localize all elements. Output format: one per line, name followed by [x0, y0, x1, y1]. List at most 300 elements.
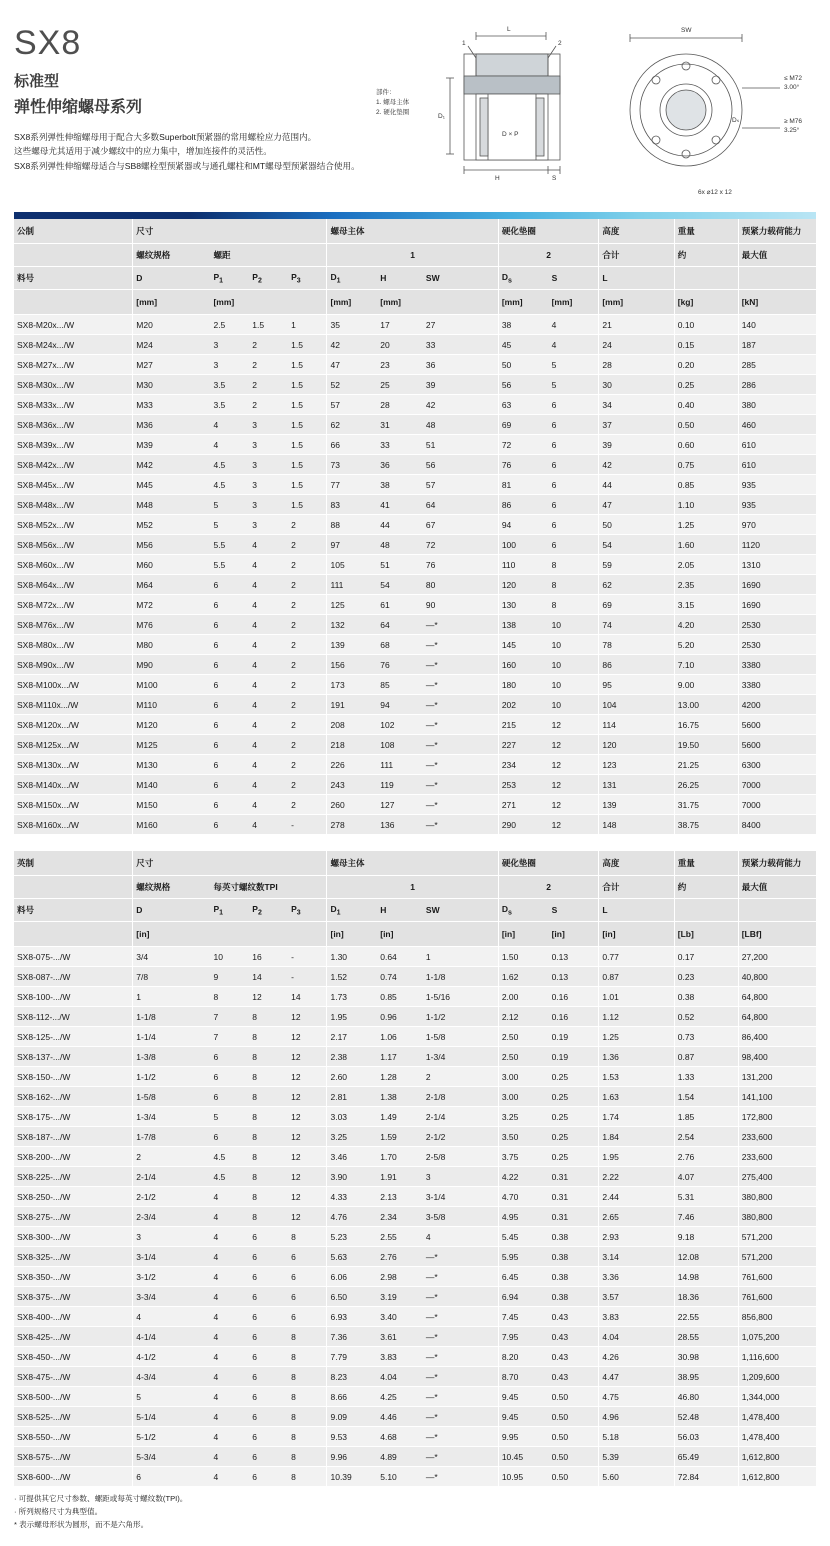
table-row [14, 715, 816, 735]
table-cell: SX8-M110x.../W [14, 695, 133, 715]
table-cell: 0.96 [377, 1007, 423, 1027]
table-cell: 4 [210, 1247, 249, 1267]
table-cell: 233,600 [738, 1147, 816, 1167]
table-cell: SX8-075-.../W [14, 947, 133, 967]
table-cell: 1.84 [599, 1127, 674, 1147]
table-cell: 6 [210, 795, 249, 815]
imperial-unit-D: [in] [133, 922, 211, 947]
table-cell: 140 [738, 315, 816, 335]
table-cell: 10 [549, 675, 599, 695]
table-cell: 8 [288, 1447, 327, 1467]
table-cell: 1.5 [288, 375, 327, 395]
table-row [14, 1107, 816, 1127]
metric-head-partno: 料号 [14, 267, 133, 290]
table-cell: 4 [249, 535, 288, 555]
table-cell: 3.83 [599, 1307, 674, 1327]
table-cell: 2.93 [599, 1227, 674, 1247]
table-row [14, 1207, 816, 1227]
table-cell: 2-1/4 [423, 1107, 498, 1127]
table-cell: 39 [599, 435, 674, 455]
table-cell: 5.5 [210, 555, 249, 575]
table-cell: M52 [133, 515, 211, 535]
table-cell: 68 [377, 635, 423, 655]
table-cell: 571,200 [738, 1227, 816, 1247]
table-cell: 6 [210, 1087, 249, 1107]
label-L: L [507, 26, 511, 33]
table-cell: 1.85 [674, 1107, 738, 1127]
table-cell: 111 [377, 755, 423, 775]
table-cell: 1.06 [377, 1027, 423, 1047]
table-cell: 191 [327, 695, 377, 715]
table-cell: SX8-M24x.../W [14, 335, 133, 355]
table-cell: 1.70 [377, 1147, 423, 1167]
table-cell: 8 [249, 1127, 288, 1147]
table-cell: 47 [327, 355, 377, 375]
table-cell: 62 [599, 575, 674, 595]
table-cell: 14.98 [674, 1267, 738, 1287]
table-cell: 2.65 [599, 1207, 674, 1227]
table-cell: 1.25 [599, 1027, 674, 1047]
table-cell: —* [423, 1367, 498, 1387]
table-cell: 1.5 [288, 495, 327, 515]
table-cell: —* [423, 1247, 498, 1267]
table-cell: 610 [738, 455, 816, 475]
table-cell: 1 [133, 987, 211, 1007]
table-cell: 6 [249, 1307, 288, 1327]
table-cell: 2 [288, 515, 327, 535]
table-cell: 88 [327, 515, 377, 535]
table-cell: 39 [423, 375, 498, 395]
page-title: SX8 [14, 24, 82, 62]
table-cell: 9 [210, 967, 249, 987]
table-cell: 94 [498, 515, 548, 535]
table-cell: 6 [288, 1267, 327, 1287]
table-cell: SX8-M30x.../W [14, 375, 133, 395]
metric-unit-H: [mm] [377, 290, 423, 315]
table-cell: 120 [599, 735, 674, 755]
table-cell: 2 [423, 1067, 498, 1087]
table-cell: 108 [377, 735, 423, 755]
table-cell: 6 [210, 1127, 249, 1147]
metric-head-load: 预紧力载荷能力 [738, 219, 816, 244]
table-cell: SX8-100-.../W [14, 987, 133, 1007]
table-cell: 38 [498, 315, 548, 335]
table-cell: 78 [599, 635, 674, 655]
table-row [14, 1407, 816, 1427]
legend-item-2: 2. 硬化垫圈 [376, 108, 410, 116]
table-cell: 139 [327, 635, 377, 655]
table-cell: 64 [377, 615, 423, 635]
table-cell: M56 [133, 535, 211, 555]
table-cell: 0.31 [549, 1207, 599, 1227]
table-cell: 2.17 [327, 1027, 377, 1047]
table-row [14, 475, 816, 495]
table-cell: 5.95 [498, 1247, 548, 1267]
table-cell: 4.75 [599, 1387, 674, 1407]
table-cell: 80 [423, 575, 498, 595]
label-callout-2: 2 [558, 40, 562, 47]
table-cell: —* [423, 815, 498, 835]
table-cell: 3.5 [210, 375, 249, 395]
table-cell: 41 [377, 495, 423, 515]
table-cell: 4 [249, 775, 288, 795]
table-row [14, 1387, 816, 1407]
table-cell: 4 [210, 1207, 249, 1227]
table-cell: 1-1/2 [423, 1007, 498, 1027]
table-cell: 4 [249, 735, 288, 755]
table-cell: 3.00 [498, 1067, 548, 1087]
table-row [14, 1287, 816, 1307]
table-cell: 30 [599, 375, 674, 395]
table-cell: 2.05 [674, 555, 738, 575]
table-cell: 4.26 [599, 1347, 674, 1367]
table-cell: 2 [288, 615, 327, 635]
table-cell: 2 [288, 695, 327, 715]
table-cell: 90 [423, 595, 498, 615]
table-cell: 19.50 [674, 735, 738, 755]
imperial-head-tpi: 每英寸螺纹数TPI [210, 876, 327, 899]
table-cell: 3 [249, 495, 288, 515]
table-cell: 148 [599, 815, 674, 835]
table-cell: 2 [249, 355, 288, 375]
imperial-head-D: D [133, 899, 211, 922]
table-cell: 4 [249, 635, 288, 655]
table-cell: 12 [549, 775, 599, 795]
table-cell: 72.84 [674, 1467, 738, 1487]
table-cell: 0.25 [549, 1147, 599, 1167]
table-cell: 2.50 [498, 1027, 548, 1047]
imperial-head-system: 英制 [14, 851, 133, 876]
table-cell: 0.43 [549, 1367, 599, 1387]
table-cell: 4 [249, 755, 288, 775]
table-cell: 0.38 [549, 1267, 599, 1287]
table-cell: 3.25 [498, 1107, 548, 1127]
footnotes [14, 1493, 816, 1531]
table-cell: 286 [738, 375, 816, 395]
table-cell: 4 [249, 655, 288, 675]
table-cell: 7/8 [133, 967, 211, 987]
table-cell: 935 [738, 495, 816, 515]
table-cell: 1.60 [674, 535, 738, 555]
table-cell: 2 [288, 675, 327, 695]
table-cell: 136 [377, 815, 423, 835]
table-cell: 131 [599, 775, 674, 795]
table-cell: 8 [249, 1047, 288, 1067]
table-cell: 7.10 [674, 655, 738, 675]
table-cell: 5.45 [498, 1227, 548, 1247]
table-cell: 271 [498, 795, 548, 815]
table-cell: 202 [498, 695, 548, 715]
metric-head-SW: SW [423, 267, 498, 290]
table-cell: 0.50 [549, 1407, 599, 1427]
table-cell: 6 [210, 1047, 249, 1067]
table-cell: 5 [133, 1387, 211, 1407]
table-cell: —* [423, 635, 498, 655]
table-cell: 6 [549, 515, 599, 535]
table-cell: 8 [249, 1207, 288, 1227]
table-cell: SX8-475-.../W [14, 1367, 133, 1387]
legend-item-1: 1. 螺母主体 [376, 98, 410, 106]
table-cell: 12 [288, 1027, 327, 1047]
table-cell: 1.53 [599, 1067, 674, 1087]
table-cell: 3.5 [210, 395, 249, 415]
table-cell: SX8-225-.../W [14, 1167, 133, 1187]
table-cell: 9.00 [674, 675, 738, 695]
table-cell: 380,800 [738, 1187, 816, 1207]
table-cell: 119 [377, 775, 423, 795]
table-cell: 1-3/4 [133, 1107, 211, 1127]
legend-title: 部件： [376, 89, 396, 96]
table-cell: 2-1/4 [133, 1167, 211, 1187]
label-angle-top: ≤ M72 [784, 75, 803, 82]
table-cell: 1,612,800 [738, 1467, 816, 1487]
table-cell: 54 [377, 575, 423, 595]
table-cell: 4 [210, 1427, 249, 1447]
table-cell: 8 [249, 1107, 288, 1127]
table-cell: 226 [327, 755, 377, 775]
table-cell: 8 [249, 1007, 288, 1027]
table-cell: 6.93 [327, 1307, 377, 1327]
table-row [14, 435, 816, 455]
imperial-head-total: 合计 [599, 876, 674, 899]
table-row [14, 395, 816, 415]
table-row [14, 1347, 816, 1367]
table-cell: SX8-M130x.../W [14, 755, 133, 775]
table-cell: 3.83 [377, 1347, 423, 1367]
table-cell: —* [423, 1327, 498, 1347]
table-cell: 4.22 [498, 1167, 548, 1187]
table-cell: 856,800 [738, 1307, 816, 1327]
table-cell: 4.25 [377, 1387, 423, 1407]
table-cell: 4.04 [599, 1327, 674, 1347]
table-cell: 3.75 [498, 1147, 548, 1167]
table-cell: 1,478,400 [738, 1427, 816, 1447]
table-cell: 3 [249, 515, 288, 535]
table-cell: SX8-550-.../W [14, 1427, 133, 1447]
metric-head-washer: 硬化垫圈 [498, 219, 599, 244]
table-cell: 8.20 [498, 1347, 548, 1367]
subtitle-series: 弹性伸缩螺母系列 [14, 99, 143, 116]
table-cell: SX8-M100x.../W [14, 675, 133, 695]
metric-head-D: D [133, 267, 211, 290]
table-cell: 278 [327, 815, 377, 835]
table-cell: 1.5 [288, 395, 327, 415]
table-cell: 2.54 [674, 1127, 738, 1147]
table-row [14, 947, 816, 967]
table-row [14, 755, 816, 775]
table-cell: 2.00 [498, 987, 548, 1007]
table-cell: 7000 [738, 795, 816, 815]
table-cell: SX8-375-.../W [14, 1287, 133, 1307]
table-cell: 36 [377, 455, 423, 475]
table-cell: 0.13 [549, 967, 599, 987]
table-cell: 0.25 [549, 1067, 599, 1087]
table-cell: 0.50 [549, 1427, 599, 1447]
table-cell: 12.08 [674, 1247, 738, 1267]
table-cell: 610 [738, 435, 816, 455]
imperial-unit-weight: [Lb] [674, 922, 738, 947]
table-cell: 1.73 [327, 987, 377, 1007]
table-cell: 0.50 [549, 1447, 599, 1467]
table-cell: 7.79 [327, 1347, 377, 1367]
table-cell: 1-5/16 [423, 987, 498, 1007]
table-cell: 12 [549, 755, 599, 775]
table-cell: 4.76 [327, 1207, 377, 1227]
table-cell: 14 [288, 987, 327, 1007]
table-cell: 6 [210, 695, 249, 715]
metric-head-pitch: 螺距 [210, 244, 327, 267]
table-cell: 2 [249, 395, 288, 415]
label-SW: SW [681, 27, 692, 34]
table-cell: 0.87 [599, 967, 674, 987]
metric-unit-D: [mm] [133, 290, 211, 315]
table-cell: 6 [210, 715, 249, 735]
imperial-head-P2: $P_2$ [249, 899, 288, 922]
table-cell: 5.10 [377, 1467, 423, 1487]
drawing-svg [376, 18, 816, 198]
label-Ds: Dₛ [732, 117, 740, 124]
table-cell: 0.85 [674, 475, 738, 495]
table-row [14, 555, 816, 575]
table-cell: 6 [288, 1287, 327, 1307]
table-cell: SX8-300-.../W [14, 1227, 133, 1247]
table-cell: 66 [327, 435, 377, 455]
table-cell: 28 [599, 355, 674, 375]
table-cell: 4.47 [599, 1367, 674, 1387]
metric-head-P1: $P_1$ [210, 267, 249, 290]
table-cell: 57 [327, 395, 377, 415]
imperial-table [14, 851, 816, 1487]
table-cell: 86 [498, 495, 548, 515]
table-cell: 81 [498, 475, 548, 495]
table-cell: 65.49 [674, 1447, 738, 1467]
metric-head-system: 公制 [14, 219, 133, 244]
table-row [14, 1227, 816, 1247]
table-cell: 4-1/4 [133, 1327, 211, 1347]
table-cell: 85 [377, 675, 423, 695]
intro-line-3: SX8系列弹性伸缩螺母适合与SB8螺栓型预紧器或与通孔螺柱和MT螺母型预紧器结合使用。 [14, 160, 360, 171]
intro-line-1: SX8系列弹性伸缩螺母用于配合大多数Superbolt预紧器的常用螺栓应力范围内。 [14, 132, 317, 142]
table-cell: 1.5 [288, 455, 327, 475]
table-cell: —* [423, 1447, 498, 1467]
table-cell: 1-1/8 [133, 1007, 211, 1027]
table-cell: 4.89 [377, 1447, 423, 1467]
table-cell: 6 [210, 615, 249, 635]
table-cell: 4 [210, 415, 249, 435]
table-cell: 7 [210, 1007, 249, 1027]
table-cell: 1-3/8 [133, 1047, 211, 1067]
table-cell: 73 [327, 455, 377, 475]
table-cell: 42 [423, 395, 498, 415]
table-cell: 4 [249, 675, 288, 695]
table-cell: 3 [249, 415, 288, 435]
imperial-head-size: 尺寸 [133, 851, 327, 876]
imperial-unit-H: [in] [377, 922, 423, 947]
table-cell: 83 [327, 495, 377, 515]
table-cell: 6 [249, 1367, 288, 1387]
metric-unit-L: [mm] [599, 290, 674, 315]
table-cell: 208 [327, 715, 377, 735]
table-cell: 0.20 [674, 355, 738, 375]
table-cell: 56.03 [674, 1427, 738, 1447]
table-cell: 130 [498, 595, 548, 615]
table-row [14, 495, 816, 515]
table-cell: 8.70 [498, 1367, 548, 1387]
table-cell: 4 [210, 1367, 249, 1387]
table-cell: 4200 [738, 695, 816, 715]
table-cell: 4 [210, 1447, 249, 1467]
table-cell: 4 [210, 1327, 249, 1347]
table-cell: —* [423, 1307, 498, 1327]
table-cell: 0.31 [549, 1187, 599, 1207]
table-cell: SX8-M80x.../W [14, 635, 133, 655]
table-cell: 6 [549, 455, 599, 475]
table-cell: 17 [377, 315, 423, 335]
table-cell: - [288, 815, 327, 835]
table-cell: 5 [549, 355, 599, 375]
table-cell: 4 [210, 1407, 249, 1427]
table-cell: 34 [599, 395, 674, 415]
table-cell: 9.18 [674, 1227, 738, 1247]
metric-unit-Ds: [mm] [498, 290, 548, 315]
table-cell: 1 [423, 947, 498, 967]
table-cell: 1.74 [599, 1107, 674, 1127]
table-cell: 9.45 [498, 1407, 548, 1427]
table-cell: 12 [288, 1047, 327, 1067]
table-cell: 138 [498, 615, 548, 635]
table-cell: 3 [423, 1167, 498, 1187]
table-cell: —* [423, 1427, 498, 1447]
table-cell: —* [423, 1347, 498, 1367]
table-cell: 3 [210, 335, 249, 355]
table-cell: 8400 [738, 815, 816, 835]
table-cell: 4-1/2 [133, 1347, 211, 1367]
table-cell: 1-7/8 [133, 1127, 211, 1147]
table-cell: 4 [249, 815, 288, 835]
table-row [14, 415, 816, 435]
table-row [14, 1327, 816, 1347]
table-cell: 0.74 [377, 967, 423, 987]
table-cell: 0.16 [549, 1007, 599, 1027]
table-cell: 1-5/8 [133, 1087, 211, 1107]
imperial-head-washer: 硬化垫圈 [498, 851, 599, 876]
table-cell: 77 [327, 475, 377, 495]
table-cell: 3380 [738, 655, 816, 675]
table-cell: 215 [498, 715, 548, 735]
table-cell: M48 [133, 495, 211, 515]
table-cell: 0.43 [549, 1327, 599, 1347]
table-cell: 12 [549, 795, 599, 815]
imperial-head-threadspec: 螺纹规格 [133, 876, 211, 899]
metric-head-weight-blank [674, 267, 738, 290]
table-cell: 0.52 [674, 1007, 738, 1027]
table-cell: 3.36 [599, 1267, 674, 1287]
table-cell: 5 [210, 1107, 249, 1127]
table-cell: 31 [377, 415, 423, 435]
table-cell: 260 [327, 795, 377, 815]
table-row [14, 515, 816, 535]
table-cell: 0.75 [674, 455, 738, 475]
table-cell: 16 [249, 947, 288, 967]
table-cell: 30.98 [674, 1347, 738, 1367]
table-cell: 5.63 [327, 1247, 377, 1267]
table-cell: —* [423, 1267, 498, 1287]
table-cell: 6300 [738, 755, 816, 775]
table-cell: 275,400 [738, 1167, 816, 1187]
table-cell: 6 [249, 1267, 288, 1287]
table-cell: 1.5 [288, 355, 327, 375]
table-cell: SX8-M36x.../W [14, 415, 133, 435]
